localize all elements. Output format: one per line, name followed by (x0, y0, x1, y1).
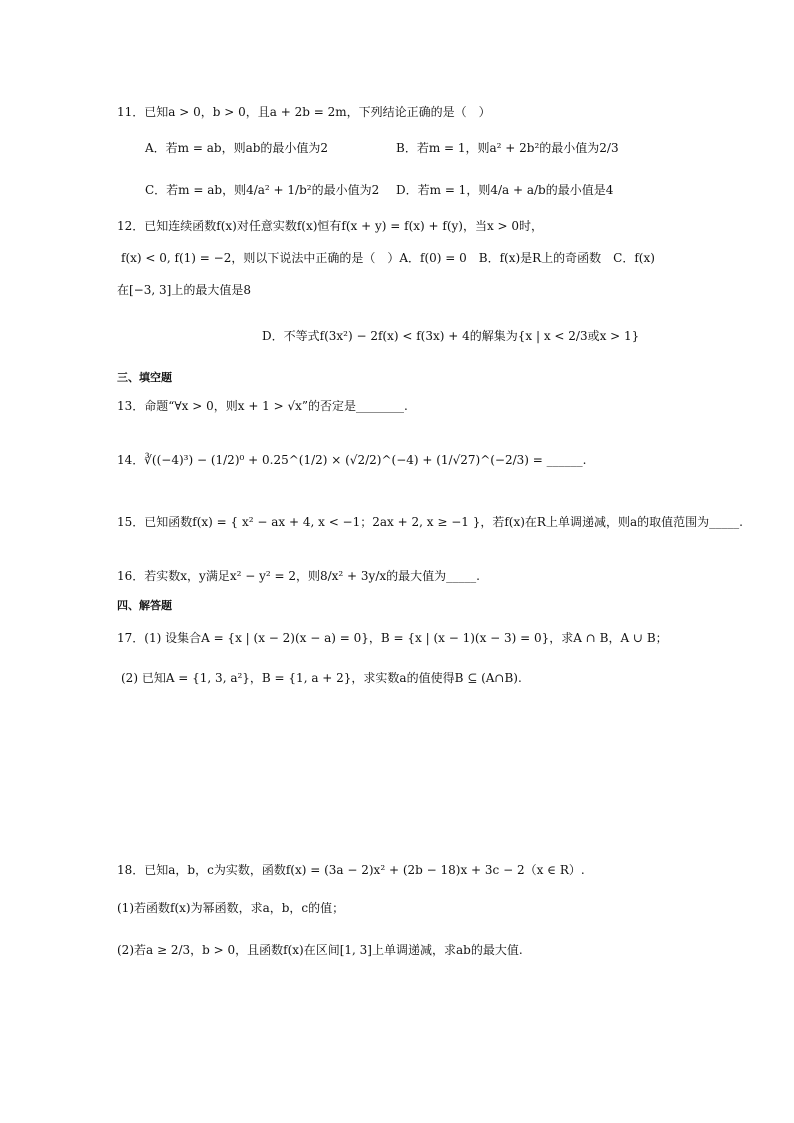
q12-line-1: 12．已知连续函数f(x)对任意实数f(x)恒有f(x + y) = f(x) + f(y)，当x > 0时， (117, 219, 544, 233)
q15: 15．已知函数f(x) = { x² − ax + 4, x < −1；2ax + 2, x ≥ −1 }，若f(x)在R上单调递减，则a的取值范围为_____. (117, 515, 743, 529)
q12-line-3: 在[−3, 3]上的最大值是8 (117, 283, 251, 297)
q17-part-2: (2) 已知A = {1, 3, a²}，B = {1, a + 2}，求实数a的值使得B ⊆ (A∩B). (121, 671, 522, 685)
q18-stem: 18．已知a，b，c为实数，函数f(x) = (3a − 2)x² + (2b − 18)x + 3c − 2（x ∈ R）. (117, 863, 585, 877)
q18-part-2: (2)若a ≥ 2/3，b > 0，且函数f(x)在区间[1, 3]上单调递减，求ab的最大值. (117, 943, 523, 957)
q11-option-a: A．若m = ab，则ab的最小值为2 (145, 141, 329, 155)
q13: 13．命题“∀x > 0，则x + 1 > √x”的否定是________. (117, 399, 408, 413)
q18-part-1: (1)若函数f(x)为幂函数，求a，b，c的值； (117, 901, 345, 915)
q11-option-b: B．若m = 1，则a² + 2b²的最小值为2/3 (396, 141, 619, 155)
section-fill-in-title: 三、填空题 (117, 371, 172, 384)
q16: 16．若实数x，y满足x² − y² = 2，则8/x² + 3y/x的最大值为_____. (117, 569, 480, 583)
q11-option-c: C．若m = ab，则4/a² + 1/b²的最小值为2 (145, 183, 380, 197)
q11-option-d: D．若m = 1，则4/a + a/b的最小值是4 (396, 183, 614, 197)
section-answer-title: 四、解答题 (117, 599, 172, 612)
q12-option-d: D．不等式f(3x²) − 2f(x) < f(3x) + 4的解集为{x | x < 2/3或x > 1} (262, 329, 640, 343)
q12-line-2: f(x) < 0, f(1) = −2，则以下说法中正确的是（ ）A．f(0) = 0 B．f(x)是R上的奇函数 C．f(x) (121, 251, 655, 265)
q17-part-1: 17．(1) 设集合A = {x | (x − 2)(x − a) = 0}，B = {x | (x − 1)(x − 3) = 0}，求A ∩ B，A ∪ B； (117, 631, 668, 645)
q14: 14．∛((−4)³) − (1/2)⁰ + 0.25^(1/2) × (√2/2)^(−4) + (1/√27)^(−2/3) = ______. (117, 453, 587, 467)
q11-stem: 11．已知a > 0，b > 0，且a + 2b = 2m，下列结论正确的是（ ） (117, 105, 491, 119)
